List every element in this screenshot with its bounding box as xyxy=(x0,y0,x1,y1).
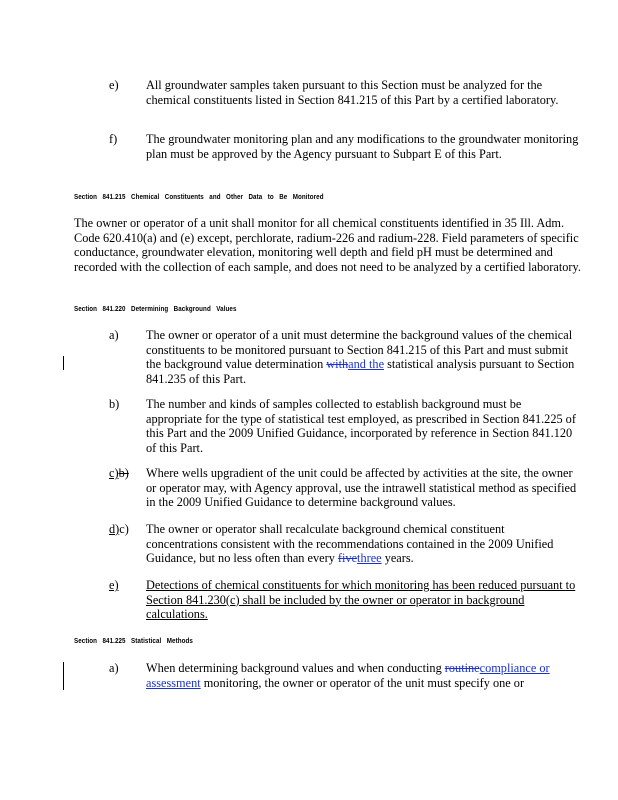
item-label xyxy=(109,466,129,481)
deleted-label: b) xyxy=(118,466,129,480)
item-label: a) xyxy=(109,328,119,342)
change-bar xyxy=(63,356,64,370)
text-run: monitoring, the owner or operator of the unit must specify one or xyxy=(200,675,525,690)
item-text: The groundwater monitoring plan and any modifications to the groundwater monitoring plan must be approved by the Agency pursuant to Subpart E of this Part. xyxy=(146,132,579,161)
item-label: e) xyxy=(109,78,119,92)
item-label: a) xyxy=(109,661,119,675)
text-run: The owner or operator of a unit must determine the background values of the chemical constituents to be monitored pursuant to Section 841.215 of this Part and must submit the background value determination xyxy=(146,328,573,372)
inserted-label: c) xyxy=(109,466,119,480)
item-label: b) xyxy=(109,397,120,411)
item-text: Detections of chemical constituents for which monitoring has been reduced pursuant to Section 841.230(c) shall be included by the owner or operator in background calculations. xyxy=(146,578,576,622)
section-heading-841-220: Section 841.220 Determining Background Values xyxy=(74,304,237,313)
item-text: The number and kinds of samples collected to establish background must be appropriate for the type of statistical test employed, as prescribed in Section 841.225 of this Part and the 2009 Unified Guidance, incorporated by reference in Section 841.120 of this Part. xyxy=(146,397,576,455)
item-text xyxy=(146,328,579,386)
inserted-text: compliance or assessment xyxy=(146,661,550,690)
inserted-text: three xyxy=(357,551,382,566)
item-text: All groundwater samples taken pursuant to this Section must be analyzed for the chemical constituents listed in Section 841.215 of this Part by a certified laboratory. xyxy=(146,78,559,107)
deleted-text: with xyxy=(326,357,349,372)
item-text xyxy=(146,661,579,690)
text-run: years. xyxy=(381,551,414,566)
item-label xyxy=(109,522,129,537)
text-run: statistical analysis pursuant to Section 841.235 of this Part. xyxy=(146,357,575,386)
inserted-text: and the xyxy=(348,357,385,372)
inserted-label: d) xyxy=(109,522,120,536)
deleted-text: five xyxy=(337,551,358,566)
text-run: The owner or operator shall recalculate background chemical constituent concentrations consistent with the recommendations contained in the 2009 Unified Guidance, but no less often than every xyxy=(146,522,554,566)
item-text: Where wells upgradient of the unit could be affected by activities at the site, the owner or operator may, with Agency approval, use the intrawell statistical method as specified in the 2009 Unified Guidance to determine background values. xyxy=(146,466,577,510)
item-label: e) xyxy=(109,578,119,592)
section-body-841-215: The owner or operator of a unit shall monitor for all chemical constituents identified in 35 Ill. Adm. Code 620.410(a) and (e) except, perchlorate, radium-226 and radium-228. Field parameters of specific conductance, groundwater elevation, monitoring well depth and field pH must be determined and recorded with the collection of each sample, and does not need to be analyzed by a certified laboratory. xyxy=(74,216,581,274)
section-heading-841-215: Section 841.215 Chemical Constituents and Other Data to Be Monitored xyxy=(74,192,324,201)
deleted-text: routine xyxy=(444,661,480,675)
item-label: f) xyxy=(109,132,118,146)
item-text xyxy=(146,522,579,566)
change-bar xyxy=(63,662,64,690)
section-heading-841-225: Section 841.225 Statistical Methods xyxy=(74,636,193,645)
text-run: When determining background values and when conducting xyxy=(146,661,445,675)
old-label: c) xyxy=(119,522,129,536)
